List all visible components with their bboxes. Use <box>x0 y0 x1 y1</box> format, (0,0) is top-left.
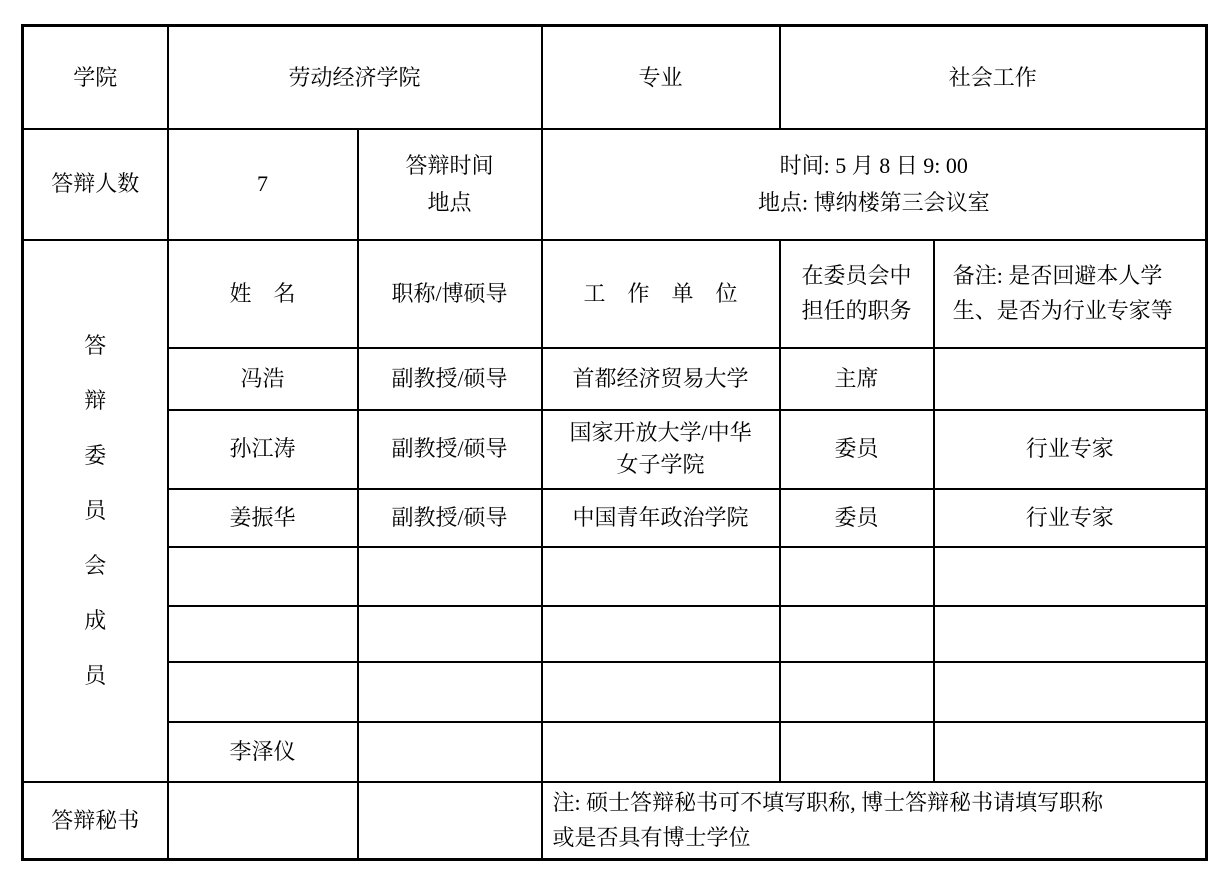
member-role-cell: 委员 <box>780 410 934 489</box>
time-place-label-line1: 答辩时间 <box>405 152 494 178</box>
row-college-major <box>23 26 1207 129</box>
member-remark-cell <box>934 348 1207 410</box>
row-count-timeplace <box>23 129 1207 240</box>
member-work-unit-cell <box>542 547 780 606</box>
defense-count-label-cell: 答辩人数 <box>23 129 168 240</box>
member-role-cell <box>780 722 934 782</box>
major-label-cell: 专业 <box>542 26 780 129</box>
column-header-remark-text: 备注: 是否回避本人学生、是否为行业专家等 <box>952 263 1173 323</box>
member-remark-cell: 行业专家 <box>934 410 1207 489</box>
column-header-name: 姓 名 <box>168 240 358 348</box>
secretary-title-cell <box>358 782 542 860</box>
time-line: 时间: 5 月 8 日 9: 00 <box>779 152 968 178</box>
major-value-cell: 社会工作 <box>780 26 1207 129</box>
member-title-cell: 副教授/硕导 <box>358 489 542 547</box>
member-work-unit-cell <box>542 722 780 782</box>
member-remark-cell <box>934 606 1207 662</box>
row-secretary <box>23 782 1207 860</box>
member-work-unit-cell <box>542 606 780 662</box>
member-row <box>23 547 1207 606</box>
member-name-cell: 孙江涛 <box>168 410 358 489</box>
member-name-cell: 李泽仪 <box>168 722 358 782</box>
defense-count-value-cell: 7 <box>168 129 358 240</box>
member-title-cell: 副教授/硕导 <box>358 410 542 489</box>
member-row <box>23 662 1207 722</box>
member-title-cell: 副教授/硕导 <box>358 348 542 410</box>
member-role-cell: 主席 <box>780 348 934 410</box>
secretary-note-text: 注: 硕士答辩秘书可不填写职称, 博士答辩秘书请填写职称或是否具有博士学位 <box>552 790 1104 851</box>
member-role-cell: 委员 <box>780 489 934 547</box>
secretary-label-cell: 答辩秘书 <box>23 782 168 860</box>
member-name-cell <box>168 547 358 606</box>
column-header-role <box>780 240 934 348</box>
member-name-cell <box>168 606 358 662</box>
member-role-cell <box>780 547 934 606</box>
member-work-unit-text: 中国青年政治学院 <box>572 504 749 530</box>
member-remark-cell: 行业专家 <box>934 489 1207 547</box>
time-place-label-line2: 地点 <box>427 190 472 215</box>
member-row <box>23 410 1207 489</box>
time-place-value-cell <box>542 129 1207 240</box>
member-row <box>23 348 1207 410</box>
member-row <box>23 722 1207 782</box>
member-work-unit-text: 国家开放大学/中华女子学院 <box>569 420 752 477</box>
place-line: 地点: 博纳楼第三会议室 <box>757 190 990 215</box>
member-remark-cell <box>934 722 1207 782</box>
member-remark-cell <box>934 547 1207 606</box>
college-value-cell: 劳动经济学院 <box>168 26 542 129</box>
member-name-cell: 姜振华 <box>168 489 358 547</box>
secretary-note-cell <box>542 782 1207 860</box>
defense-committee-table <box>21 24 1208 861</box>
row-committee-header <box>23 240 1207 348</box>
column-header-title: 职称/博硕导 <box>358 240 542 348</box>
member-row <box>23 489 1207 547</box>
member-name-cell: 冯浩 <box>168 348 358 410</box>
column-header-work-unit: 工 作 单 位 <box>542 240 780 348</box>
column-header-role-text: 在委员会中担任的职务 <box>801 263 912 323</box>
college-label-cell: 学院 <box>23 26 168 129</box>
member-name-cell <box>168 662 358 722</box>
member-role-cell <box>780 662 934 722</box>
member-remark-cell <box>934 662 1207 722</box>
time-place-label-cell <box>358 129 542 240</box>
committee-section-label-cell <box>23 240 168 782</box>
member-title-cell <box>358 547 542 606</box>
member-row <box>23 606 1207 662</box>
member-work-unit-cell <box>542 662 780 722</box>
member-work-unit-cell <box>542 489 780 547</box>
member-work-unit-text: 首都经济贸易大学 <box>572 365 749 391</box>
secretary-name-cell <box>168 782 358 860</box>
member-title-cell <box>358 662 542 722</box>
member-work-unit-cell <box>542 348 780 410</box>
column-header-remark <box>934 240 1207 348</box>
member-work-unit-cell <box>542 410 780 489</box>
committee-section-label: 答辩委员会成员 <box>84 333 107 688</box>
member-role-cell <box>780 606 934 662</box>
member-title-cell <box>358 606 542 662</box>
member-title-cell <box>358 722 542 782</box>
